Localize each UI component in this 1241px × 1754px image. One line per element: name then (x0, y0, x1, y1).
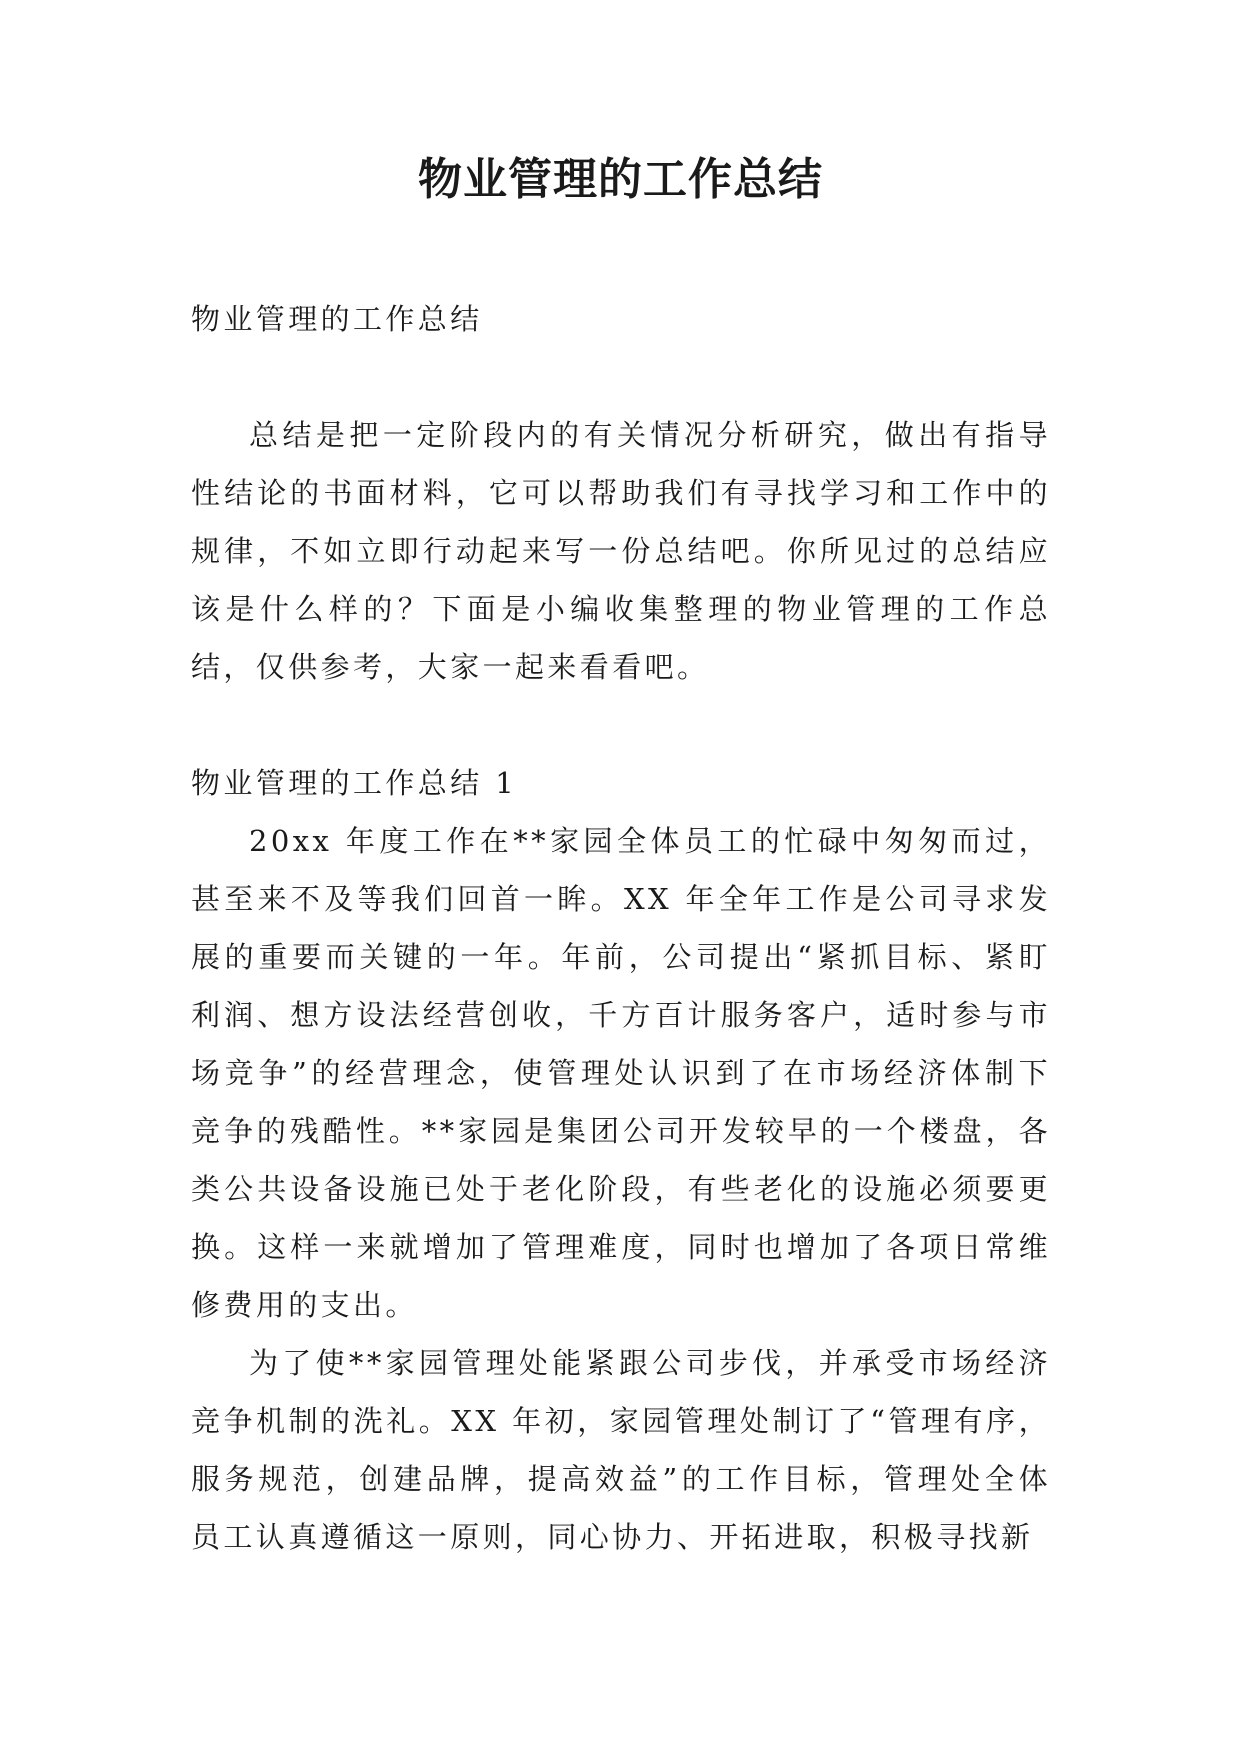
document-title: 物业管理的工作总结 (418, 154, 823, 205)
body-paragraph: 为了使**家园管理处能紧跟公司步伐，并承受市场经济竞争机制的洗礼。XX 年初，家园管理处制订了“管理有序，服务规范，创建品牌，提高效益”的工作目标，管理处全体员工认真遵循这一原则，同心协力、开拓进取，积极寻找新 (191, 1346, 1051, 1554)
body-paragraph: 20xx 年度工作在**家园全体员工的忙碌中匆匆而过，甚至来不及等我们回首一眸。XX 年全年工作是公司寻求发展的重要而关键的一年。年前，公司提出“紧抓目标、紧盯利润、想方设法经营创收，千方百计服务客户，适时参与市场竞争”的经营理念，使管理处认识到了在市场经济体制下竞争的残酷性。**家园是集团公司开发较早的一个楼盘，各类公共设备设施已处于老化阶段，有些老化的设施必须要更换。这样一来就增加了管理难度，同时也增加了各项日常维修费用的支出。 (191, 824, 1051, 1322)
section-heading: 物业管理的工作总结 1 (191, 766, 518, 800)
document-subtitle: 物业管理的工作总结 (191, 302, 483, 336)
intro-paragraph: 总结是把一定阶段内的有关情况分析研究，做出有指导性结论的书面材料，它可以帮助我们有寻找学习和工作中的规律，不如立即行动起来写一份总结吧。你所见过的总结应该是什么样的？下面是小编收集整理的物业管理的工作总结，仅供参考，大家一起来看看吧。 (191, 418, 1051, 684)
document-body (191, 290, 1051, 1566)
